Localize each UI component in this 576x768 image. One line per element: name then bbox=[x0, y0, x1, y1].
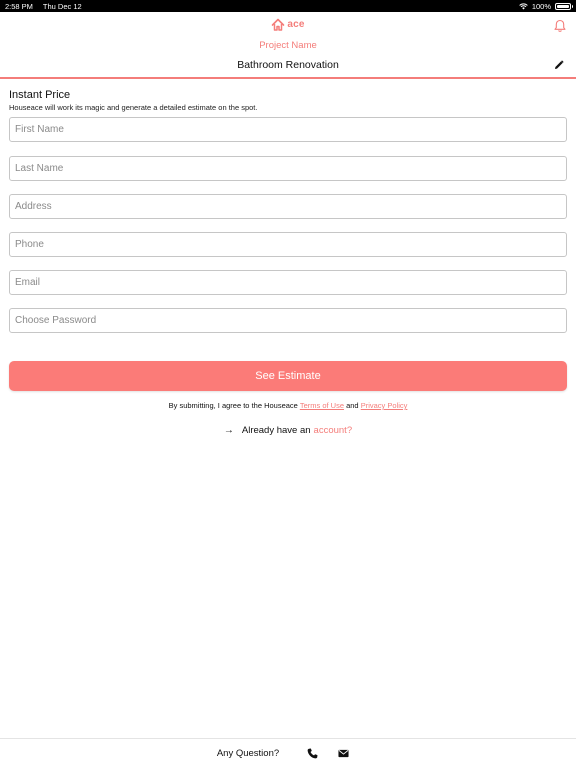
status-right bbox=[519, 2, 571, 11]
project-name-label: Project Name bbox=[259, 40, 317, 51]
form-heading: Instant Price bbox=[9, 89, 71, 101]
last-name-input[interactable] bbox=[9, 156, 567, 181]
address-input[interactable] bbox=[9, 194, 567, 219]
status-bar bbox=[0, 0, 576, 12]
status-time: 2:58 PM bbox=[5, 1, 33, 11]
terms-and: and bbox=[346, 401, 359, 410]
login-prefix: Already have an bbox=[241, 425, 311, 436]
privacy-policy-link[interactable]: Privacy Policy bbox=[360, 401, 408, 410]
terms-notice bbox=[0, 401, 576, 410]
app-header bbox=[0, 12, 576, 79]
terms-of-use-link[interactable]: Terms of Use bbox=[299, 401, 344, 410]
project-title: Bathroom Renovation bbox=[237, 59, 339, 71]
battery-icon bbox=[555, 3, 571, 10]
bell-icon[interactable] bbox=[553, 19, 567, 33]
account-login-link[interactable]: account? bbox=[313, 425, 353, 436]
any-question-label: Any Question? bbox=[216, 748, 280, 759]
battery-percent: 100% bbox=[531, 1, 551, 11]
email-input[interactable] bbox=[9, 270, 567, 295]
battery-fill bbox=[557, 5, 569, 8]
pencil-icon[interactable] bbox=[554, 60, 564, 70]
house-logo-icon bbox=[271, 17, 285, 32]
terms-prefix: By submitting, I agree to the Houseace bbox=[168, 401, 298, 410]
status-left bbox=[5, 2, 90, 11]
arrow-right-icon: → bbox=[223, 425, 234, 436]
wifi-icon bbox=[519, 3, 528, 10]
status-date: Thu Dec 12 bbox=[42, 1, 82, 11]
first-name-input[interactable] bbox=[9, 117, 567, 142]
houseace-logo bbox=[0, 17, 576, 32]
mail-icon[interactable] bbox=[338, 748, 349, 759]
logo-text: ace bbox=[287, 19, 305, 30]
form-subheading: Houseace will work its magic and generate a detailed estimate on the spot. bbox=[9, 103, 258, 112]
footer-bar bbox=[0, 738, 576, 768]
password-input[interactable] bbox=[9, 308, 567, 333]
login-prompt bbox=[0, 425, 576, 436]
phone-input[interactable] bbox=[9, 232, 567, 257]
see-estimate-button[interactable]: See Estimate bbox=[9, 361, 567, 391]
phone-icon[interactable] bbox=[307, 748, 318, 759]
